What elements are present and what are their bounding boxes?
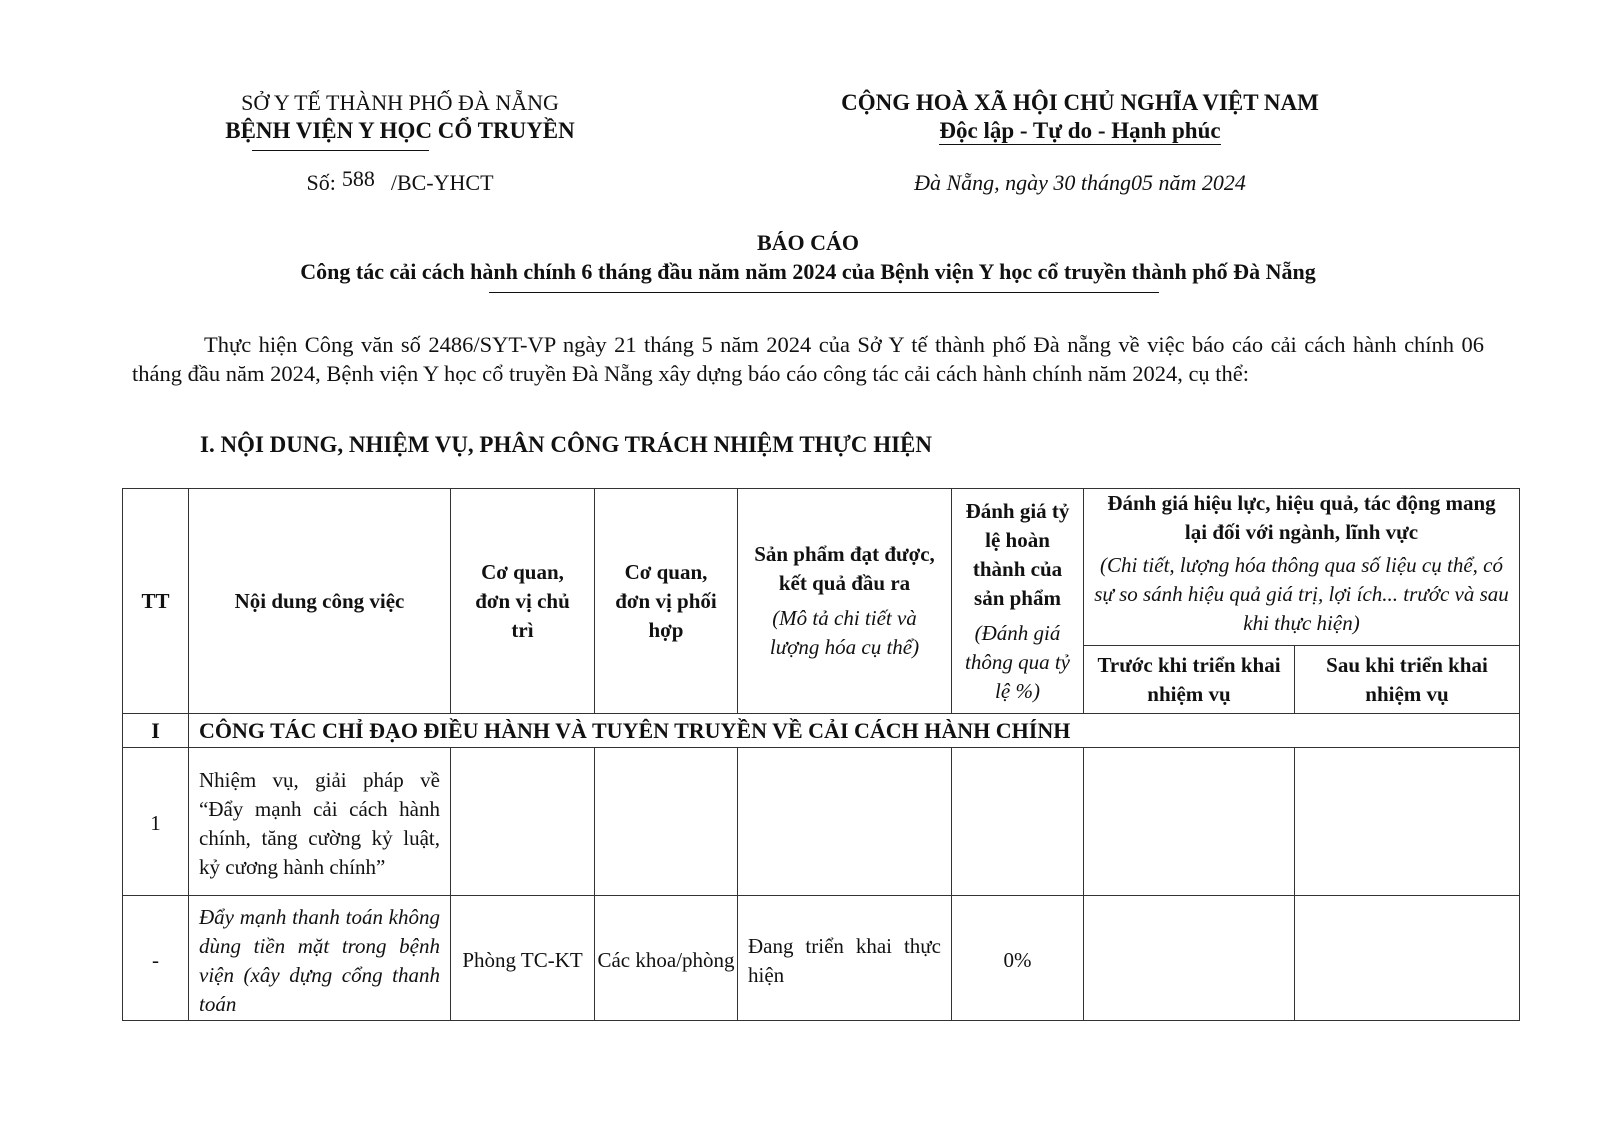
row-before — [1084, 896, 1295, 1021]
header-before: Trước khi triển khai nhiệm vụ — [1084, 646, 1295, 714]
header-effect-note: (Chi tiết, lượng hóa thông qua số liệu cụ thể, có sự so sánh hiệu quả giá trị, lợi ích... trước và sau khi thực hiện) — [1094, 553, 1509, 635]
header-tt: TT — [123, 489, 189, 714]
report-title: BÁO CÁO — [756, 230, 860, 255]
header-rate-title: Đánh giá tỷ lệ hoàn thành của sản phẩm — [965, 498, 1070, 610]
header-product — [738, 489, 952, 714]
header-rate-note: (Đánh giá thông qua tỷ lệ %) — [965, 620, 1070, 703]
row-product: Đang triển khai thực hiện — [738, 896, 952, 1021]
section-tt: I — [123, 714, 189, 748]
row-rate — [952, 748, 1084, 896]
header-product-note: (Mô tả chi tiết và lượng hóa cụ thể) — [769, 606, 920, 659]
section-label: CÔNG TÁC CHỈ ĐẠO ĐIỀU HÀNH VÀ TUYÊN TRUYỀN VỀ CẢI CÁCH HÀNH CHÍNH — [189, 714, 1520, 748]
row-content: Nhiệm vụ, giải pháp về “Đẩy mạnh cải cách hành chính, tăng cường kỷ luật, kỷ cương hành chính” — [189, 748, 451, 896]
row-lead — [451, 748, 595, 896]
row-content: Đẩy mạnh thanh toán không dùng tiền mặt trong bệnh viện (xây dựng cổng thanh toán — [189, 896, 451, 1021]
dateline: Đà Nẵng, ngày 30 tháng05 năm 2024 — [914, 170, 1246, 195]
subtitle-underline — [489, 292, 1159, 293]
header-product-title: Sản phẩm đạt được, kết quả đầu ra — [754, 542, 935, 595]
motto-text: Độc lập - Tự do - Hạnh phúc — [939, 118, 1221, 143]
header-effect — [1084, 489, 1520, 646]
row-lead: Phòng TC-KT — [451, 896, 595, 1021]
section-heading: I. NỘI DUNG, NHIỆM VỤ, PHÂN CÔNG TRÁCH NHIỆM THỰC HIỆN — [200, 432, 933, 457]
header-effect-title: Đánh giá hiệu lực, hiệu quả, tác động mang lại đối với ngành, lĩnh vực — [1107, 491, 1496, 544]
row-after — [1295, 896, 1520, 1021]
hospital-underline — [252, 150, 429, 151]
row-before — [1084, 748, 1295, 896]
document-number-value: 588 — [341, 166, 375, 191]
row-after — [1295, 748, 1520, 896]
table-header-row — [123, 489, 1520, 646]
row-rate: 0% — [952, 896, 1084, 1021]
nation-title: CỘNG HOÀ XÃ HỘI CHỦ NGHĨA VIỆT NAM — [841, 90, 1319, 115]
section-row — [123, 714, 1520, 748]
header-rate — [952, 489, 1084, 714]
header-coop: Cơ quan, đơn vị phối hợp — [595, 489, 738, 714]
document-number — [150, 166, 650, 196]
document-number-label: Số: — [306, 170, 336, 195]
header-content: Nội dung công việc — [189, 489, 451, 714]
table-row — [123, 896, 1520, 1021]
table-row — [123, 748, 1520, 896]
tasks-table — [122, 488, 1520, 1021]
motto — [800, 118, 1360, 144]
row-coop: Các khoa/phòng — [595, 896, 738, 1021]
agency-name: SỞ Y TẾ THÀNH PHỐ ĐÀ NẴNG — [241, 90, 559, 115]
row-tt: 1 — [123, 748, 189, 896]
row-product — [738, 748, 952, 896]
row-tt: - — [123, 896, 189, 1021]
document-code: /BC-YHCT — [390, 170, 494, 195]
header-after: Sau khi triển khai nhiệm vụ — [1295, 646, 1520, 714]
intro-paragraph: Thực hiện Công văn số 2486/SYT-VP ngày 21 tháng 5 năm 2024 của Sở Y tế thành phố Đà nẵng về việc báo cáo cải cách hành chính 06 tháng đầu năm 2024, Bệnh viện Y học cổ truyền Đà Nẵng xây dựng báo cáo công tác cải cách hành chính năm 2024, cụ thể: — [132, 332, 1484, 386]
report-subtitle: Công tác cải cách hành chính 6 tháng đầu năm năm 2024 của Bệnh viện Y học cổ truyền thành phố Đà Nẵng — [300, 259, 1316, 284]
row-coop — [595, 748, 738, 896]
header-lead: Cơ quan, đơn vị chủ trì — [451, 489, 595, 714]
hospital-name: BỆNH VIỆN Y HỌC CỔ TRUYỀN — [225, 118, 575, 143]
